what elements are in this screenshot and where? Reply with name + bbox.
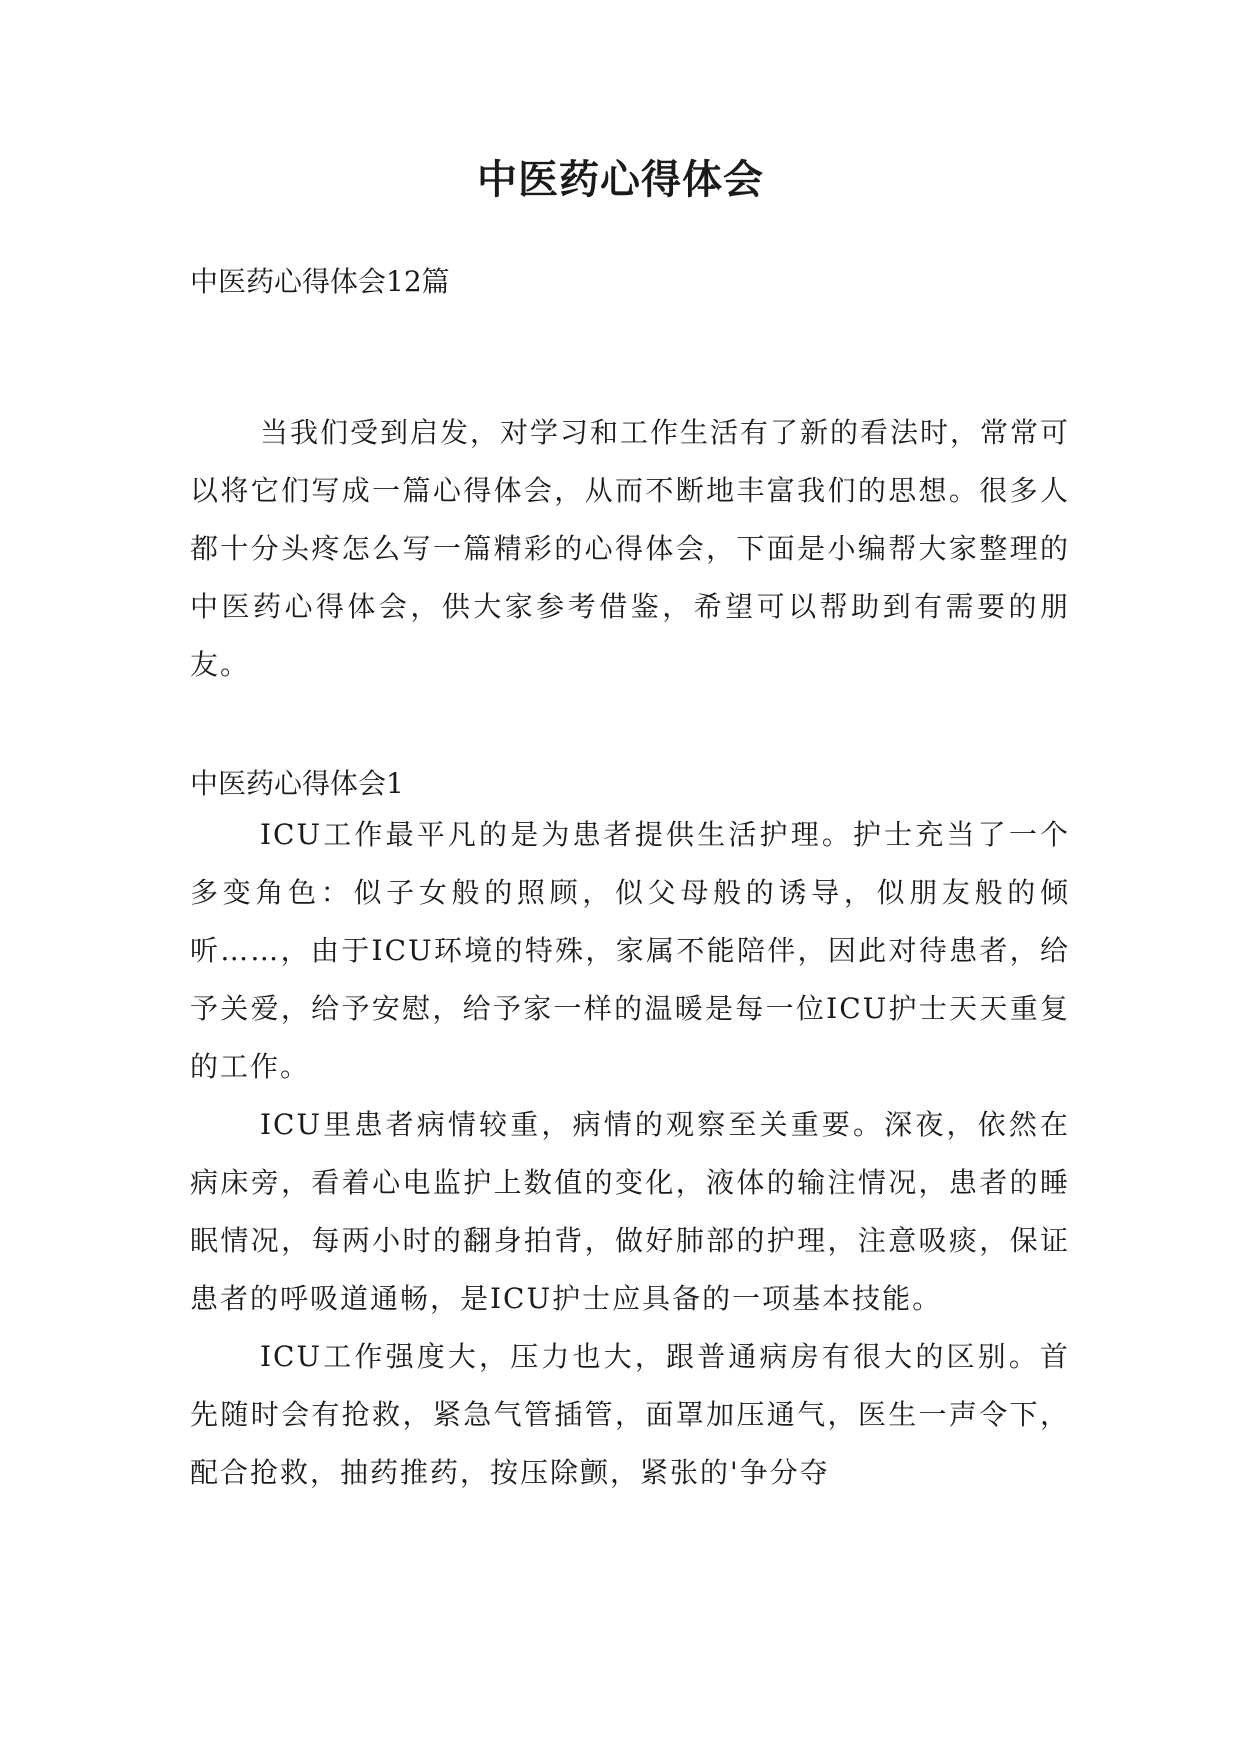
- body-paragraph: ICU工作最平凡的是为患者提供生活护理。护士充当了一个多变角色：似子女般的照顾，似父母般的诱导，似朋友般的倾听……，由于ICU环境的特殊，家属不能陪伴，因此对待患者，给予关爱，给予安慰，给予家一样的温暖是每一位ICU护士天天重复的工作。: [190, 818, 1070, 1083]
- section-body: [190, 806, 1070, 1502]
- intro-paragraph: 当我们受到启发，对学习和工作生活有了新的看法时，常常可以将它们写成一篇心得体会，从而不断地丰富我们的思想。很多人都十分头疼怎么写一篇精彩的心得体会，下面是小编帮大家整理的中医药心得体会，供大家参考借鉴，希望可以帮助到有需要的朋友。: [190, 416, 1071, 681]
- body-paragraph: ICU工作强度大，压力也大，跟普通病房有很大的区别。首先随时会有抢救，紧急气管插管，面罩加压通气，医生一声令下，配合抢救，抽药推药，按压除颤，紧张的'争分夺: [190, 1340, 1070, 1489]
- document-subtitle: 中医药心得体会12篇: [190, 265, 450, 298]
- body-paragraph: ICU里患者病情较重，病情的观察至关重要。深夜，依然在病床旁，看着心电监护上数值的变化，液体的输注情况，患者的睡眠情况，每两小时的翻身拍背，做好肺部的护理，注意吸痰，保证患者的呼吸道通畅，是ICU护士应具备的一项基本技能。: [190, 1108, 1070, 1315]
- document-title: 中医药心得体会: [477, 157, 764, 203]
- section-heading: 中医药心得体会1: [190, 767, 404, 800]
